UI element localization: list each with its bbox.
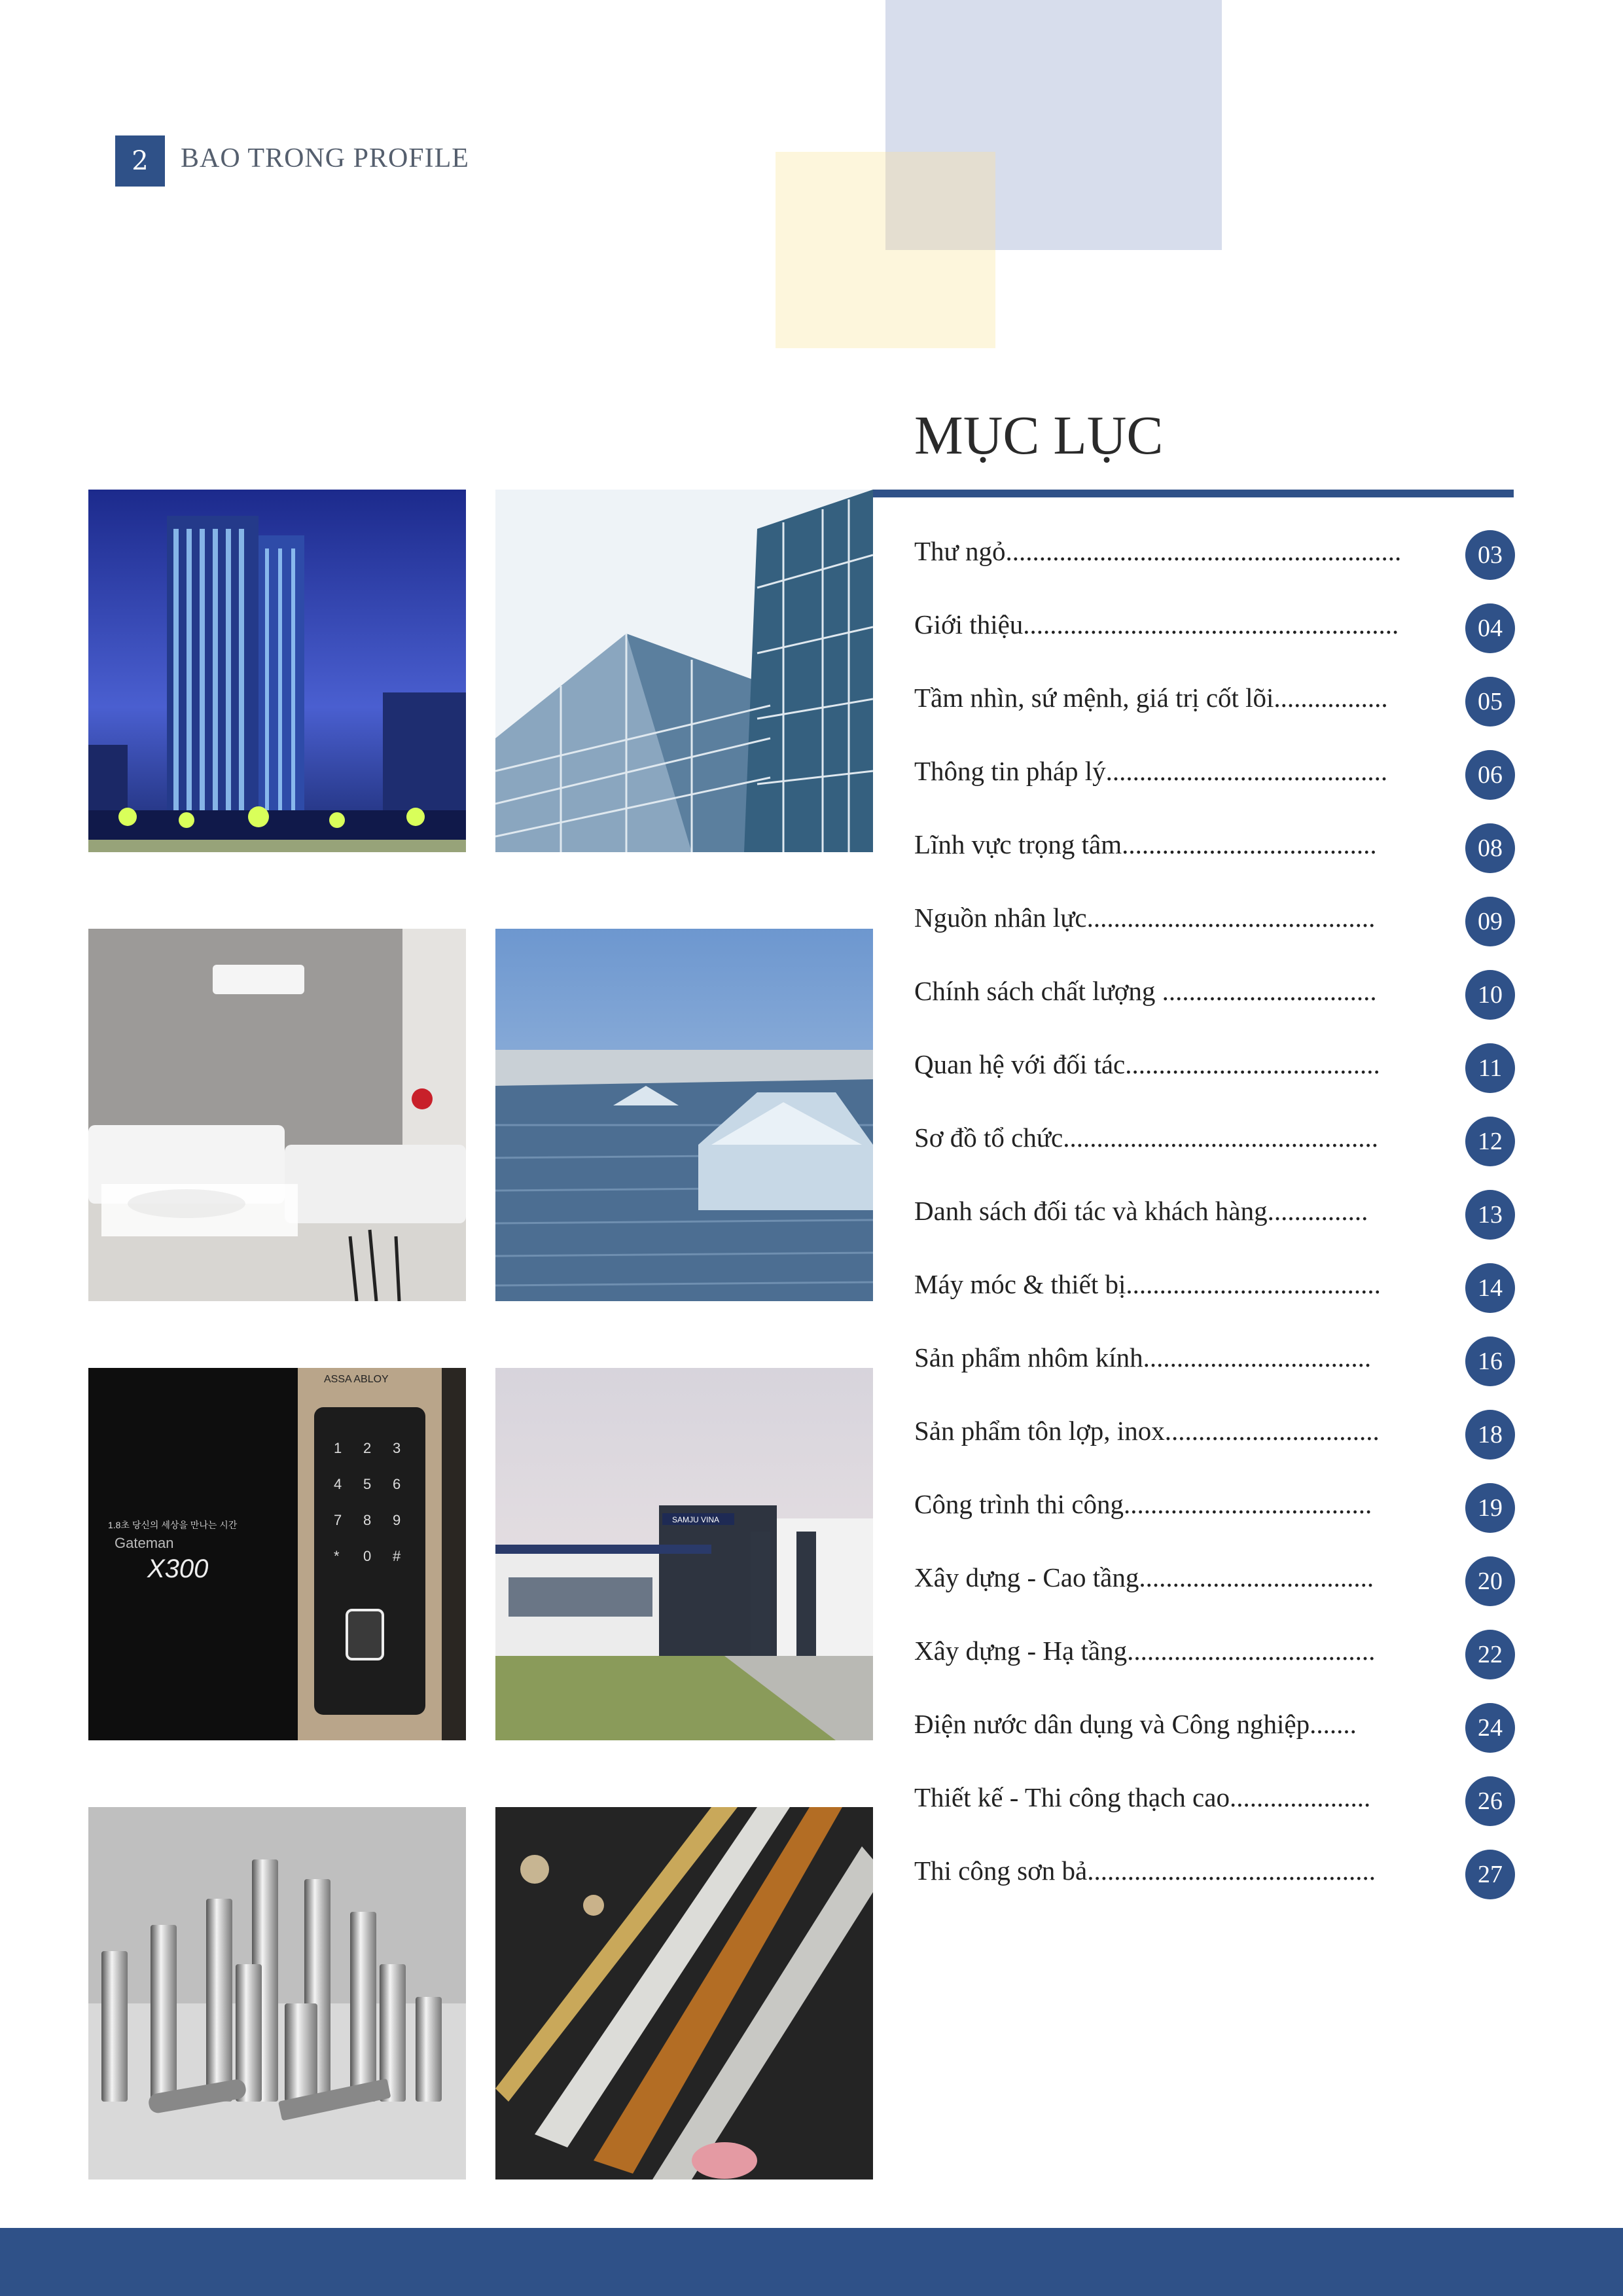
toc-item-label: Điện nước dân dụng và Công nghiệp....... xyxy=(914,1709,1357,1739)
photo-factory-building xyxy=(495,1368,873,1740)
toc-item-label: Giới thiệu........................................................ xyxy=(914,609,1399,639)
lock-korean-text: 1.8초 당신의 세상을 만나는 시간 xyxy=(108,1520,238,1530)
toc-item-label: Thiết kế - Thi công thạch cao..................... xyxy=(914,1782,1371,1812)
toc-item-label: Sơ đồ tổ chức............................................... xyxy=(914,1122,1378,1153)
toc-item-label: Chính sách chất lượng ................................ xyxy=(914,976,1377,1006)
toc-item-page-badge: 08 xyxy=(1465,823,1515,873)
toc-item-page-badge: 27 xyxy=(1465,1850,1515,1899)
toc-item-page-badge: 04 xyxy=(1465,603,1515,653)
toc-item[interactable] xyxy=(914,1776,1515,1829)
toc-item-label: Tầm nhìn, sứ mệnh, giá trị cốt lõi................. xyxy=(914,683,1388,713)
toc-item-page-badge: 03 xyxy=(1465,530,1515,580)
page-number: 2 xyxy=(115,135,165,187)
lock-key: 1 xyxy=(334,1440,342,1456)
toc-item[interactable] xyxy=(914,1850,1515,1902)
lock-key: 4 xyxy=(334,1476,342,1492)
toc-item-page-badge: 26 xyxy=(1465,1776,1515,1826)
toc-item-page-badge: 13 xyxy=(1465,1190,1515,1240)
factory-sign: SAMJU VINA xyxy=(672,1515,720,1524)
toc-item-label: Quan hệ với đối tác...................................... xyxy=(914,1049,1380,1079)
photo-aluminium-profiles xyxy=(495,1807,873,2179)
toc-item-label: Danh sách đối tác và khách hàng............... xyxy=(914,1196,1368,1226)
toc-item[interactable] xyxy=(914,1043,1515,1096)
lock-model-prefix: Gateman xyxy=(115,1535,174,1551)
toc-item[interactable] xyxy=(914,1483,1515,1535)
toc-title-rule xyxy=(872,490,1514,497)
toc-item[interactable] xyxy=(914,1410,1515,1462)
toc-item-label: Thi công sơn bả........................................... xyxy=(914,1856,1376,1886)
toc-item[interactable] xyxy=(914,823,1515,876)
toc-item[interactable] xyxy=(914,750,1515,802)
header-title: BAO TRONG PROFILE xyxy=(181,143,469,173)
toc-item[interactable] xyxy=(914,1117,1515,1169)
toc-item[interactable] xyxy=(914,970,1515,1022)
toc-item-label: Sản phẩm tôn lợp, inox................................ xyxy=(914,1416,1380,1446)
lock-key: 3 xyxy=(393,1440,401,1456)
toc-item-page-badge: 05 xyxy=(1465,677,1515,726)
toc-item[interactable] xyxy=(914,1336,1515,1389)
lock-model: X300 xyxy=(147,1554,209,1583)
lock-brand-text: ASSA ABLOY xyxy=(324,1374,389,1385)
toc-item-page-badge: 06 xyxy=(1465,750,1515,800)
toc-item[interactable] xyxy=(914,1263,1515,1316)
photo-glass-facade xyxy=(495,490,873,852)
toc-item-label: Lĩnh vực trọng tâm...................................... xyxy=(914,829,1377,859)
toc-item[interactable] xyxy=(914,1630,1515,1682)
toc-item-label: Thư ngỏ........................................................... xyxy=(914,536,1402,566)
toc-item-label: Sản phẩm nhôm kính.................................. xyxy=(914,1342,1372,1372)
toc-item-label: Nguồn nhân lực........................................... xyxy=(914,903,1376,933)
toc-item-label: Thông tin pháp lý.......................................... xyxy=(914,756,1388,786)
lock-key: 9 xyxy=(393,1512,401,1528)
photo-night-tower xyxy=(88,490,466,852)
toc-item[interactable] xyxy=(914,677,1515,729)
photo-smart-lock xyxy=(88,1368,466,1740)
toc-item-page-badge: 20 xyxy=(1465,1556,1515,1606)
toc-item-page-badge: 24 xyxy=(1465,1703,1515,1753)
toc-item[interactable] xyxy=(914,1703,1515,1755)
toc-item-page-badge: 14 xyxy=(1465,1263,1515,1313)
lock-key: * xyxy=(334,1548,340,1564)
photo-metal-roof xyxy=(495,929,873,1301)
photo-living-room xyxy=(88,929,466,1301)
decorative-overlap-square xyxy=(885,152,995,250)
toc-item[interactable] xyxy=(914,1556,1515,1609)
toc-item-label: Xây dựng - Cao tầng................................... xyxy=(914,1562,1374,1592)
toc-item-page-badge: 22 xyxy=(1465,1630,1515,1679)
lock-key: 0 xyxy=(363,1548,372,1564)
toc-item[interactable] xyxy=(914,897,1515,949)
lock-key: 6 xyxy=(393,1476,401,1492)
toc-item-page-badge: 12 xyxy=(1465,1117,1515,1166)
toc-item-page-badge: 10 xyxy=(1465,970,1515,1020)
toc-item-page-badge: 11 xyxy=(1465,1043,1515,1093)
toc-item-page-badge: 16 xyxy=(1465,1336,1515,1386)
toc-item-page-badge: 09 xyxy=(1465,897,1515,946)
toc-item-page-badge: 19 xyxy=(1465,1483,1515,1533)
toc-item[interactable] xyxy=(914,530,1515,583)
lock-key: # xyxy=(393,1548,401,1564)
toc-item-label: Công trình thi công..................................... xyxy=(914,1489,1372,1519)
toc-item[interactable] xyxy=(914,603,1515,656)
toc-item-page-badge: 18 xyxy=(1465,1410,1515,1460)
toc-item[interactable] xyxy=(914,1190,1515,1242)
toc-item-label: Máy móc & thiết bị...................................... xyxy=(914,1269,1381,1299)
toc-title: MỤC LỤC xyxy=(914,405,1164,466)
lock-key: 5 xyxy=(363,1476,372,1492)
lock-key: 7 xyxy=(334,1512,342,1528)
footer-bar xyxy=(0,2228,1623,2296)
toc-item-label: Xây dựng - Hạ tầng..................................... xyxy=(914,1636,1376,1666)
lock-key: 2 xyxy=(363,1440,372,1456)
lock-key: 8 xyxy=(363,1512,372,1528)
photo-steel-pipes xyxy=(88,1807,466,2179)
